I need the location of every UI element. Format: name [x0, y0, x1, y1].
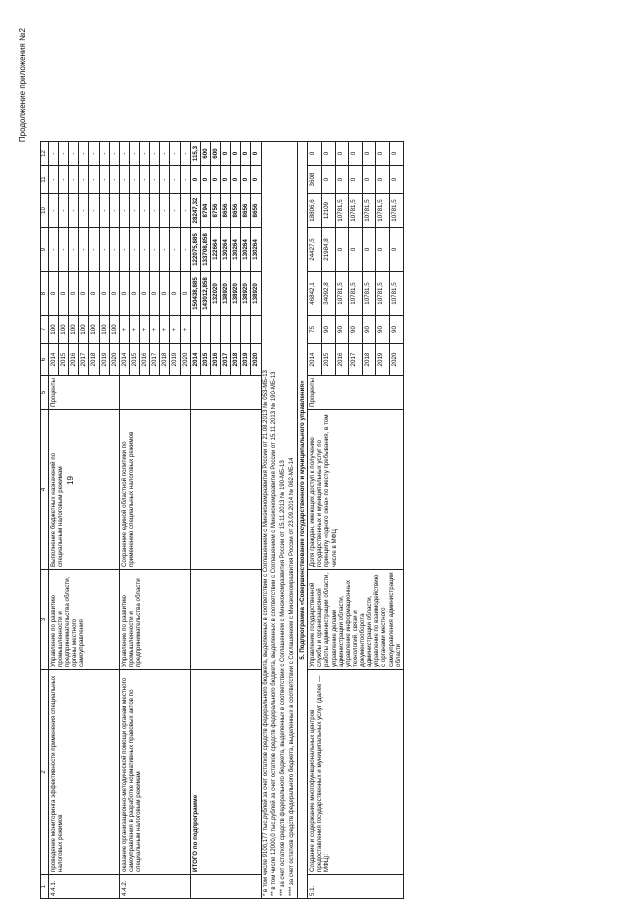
year-cell: 2020 — [109, 344, 119, 376]
item-name: проведение мониторинга эффективности применения специальных налоговых режимов — [48, 670, 119, 875]
federal-funding: - — [59, 228, 69, 272]
total-funding: 0 — [170, 272, 180, 316]
other-funding: 0 — [251, 142, 261, 166]
total-funding: 138920 — [251, 272, 261, 316]
target-value: 90 — [335, 316, 349, 344]
year-cell: 2019 — [376, 344, 390, 376]
total-funding: 138920 — [231, 272, 241, 316]
target-value: 90 — [349, 316, 363, 344]
federal-funding: 133708,858 — [200, 228, 210, 272]
total-funding: 138920 — [241, 272, 251, 316]
federal-funding: - — [79, 228, 89, 272]
regional-funding: 8656 — [221, 194, 231, 228]
column-number: 1 — [41, 875, 49, 899]
federal-funding: 130264 — [251, 228, 261, 272]
regional-funding: 8794 — [200, 194, 210, 228]
column-number: 12 — [41, 142, 49, 166]
federal-funding: 24427,5 — [308, 228, 322, 272]
total-blank — [190, 376, 261, 410]
item-responsible: Управление по развитию промышленности и предпринимательства области — [119, 570, 190, 670]
year-cell: 2018 — [362, 344, 376, 376]
target-value — [251, 316, 261, 344]
other-funding: - — [129, 142, 139, 166]
other-funding: - — [99, 142, 109, 166]
local-funding: - — [160, 166, 170, 194]
target-value: 100 — [69, 316, 79, 344]
total-row — [190, 142, 200, 899]
page-number: 19 — [66, 476, 75, 485]
local-funding: - — [140, 166, 150, 194]
federal-funding: 130264 — [241, 228, 251, 272]
other-funding: - — [89, 142, 99, 166]
federal-funding: - — [119, 228, 129, 272]
federal-funding: - — [140, 228, 150, 272]
footnote: *** за счет остатков средств федерального бюджета, выделенных в соответствии с Соглашением с Минэкономразвития России от 15.11.2013 № 190-МБ-13 — [279, 142, 288, 899]
total-funding: 0 — [180, 272, 190, 316]
year-cell: 2019 — [241, 344, 251, 376]
other-funding: 115,3 — [190, 142, 200, 166]
local-funding: 0 — [241, 166, 251, 194]
target-value — [200, 316, 210, 344]
regional-funding: - — [89, 194, 99, 228]
item-number: 4.4.1. — [48, 875, 119, 899]
target-value: + — [140, 316, 150, 344]
footnote-row — [279, 142, 288, 899]
regional-funding: - — [48, 194, 58, 228]
federal-funding: - — [160, 228, 170, 272]
other-funding: 600 — [200, 142, 210, 166]
footnote-row — [288, 142, 297, 899]
other-funding: 0 — [221, 142, 231, 166]
regional-funding: - — [160, 194, 170, 228]
total-blank — [190, 570, 261, 670]
regional-funding: - — [59, 194, 69, 228]
regional-funding: - — [79, 194, 89, 228]
local-funding: 0 — [210, 166, 220, 194]
regional-funding: 10781,5 — [362, 194, 376, 228]
total-blank — [190, 410, 261, 570]
year-cell: 2014 — [119, 344, 129, 376]
federal-funding: - — [150, 228, 160, 272]
federal-funding: 0 — [376, 228, 390, 272]
total-funding: 0 — [99, 272, 109, 316]
year-cell: 2020 — [390, 344, 404, 376]
total-funding: 143012,858 — [200, 272, 210, 316]
target-value: 100 — [99, 316, 109, 344]
regional-funding: 8656 — [251, 194, 261, 228]
other-funding: 0 — [349, 142, 363, 166]
local-funding: - — [99, 166, 109, 194]
regional-funding: 10781,5 — [390, 194, 404, 228]
target-value: 90 — [362, 316, 376, 344]
federal-funding: - — [180, 228, 190, 272]
federal-funding: 130264 — [221, 228, 231, 272]
other-funding: 0 — [390, 142, 404, 166]
regional-funding: 12109 — [321, 194, 335, 228]
local-funding: - — [170, 166, 180, 194]
total-funding: 0 — [129, 272, 139, 316]
regional-funding: - — [119, 194, 129, 228]
footnote: **** за счет остатков средств федерального бюджета, выделенных в соответствии с Соглашением с Минэкономразвития России от 23.09.2014 № 062-МБ-14 — [288, 142, 297, 899]
target-value: + — [129, 316, 139, 344]
column-number: 8 — [41, 272, 49, 316]
year-cell: 2015 — [200, 344, 210, 376]
total-funding: 10781,5 — [349, 272, 363, 316]
regional-funding: 8656 — [231, 194, 241, 228]
federal-funding: - — [109, 228, 119, 272]
other-funding: 0 — [308, 142, 322, 166]
item-name: оказание организационно-методической помощи органам местного самоуправления в разработке нормативных правовых актов по специальным налоговым режимам — [119, 670, 190, 875]
item-responsible: Управление по развитию промышленности и предпринимательства области, органы местного самоуправления — [48, 570, 119, 670]
federal-funding: 0 — [349, 228, 363, 272]
total-funding: 10781,5 — [376, 272, 390, 316]
target-value: 100 — [89, 316, 99, 344]
local-funding: 0 — [221, 166, 231, 194]
local-funding: - — [109, 166, 119, 194]
total-funding: 0 — [89, 272, 99, 316]
column-number: 10 — [41, 194, 49, 228]
target-value: + — [180, 316, 190, 344]
target-value: 75 — [308, 316, 322, 344]
item-unit: Проценты — [48, 376, 119, 410]
local-funding: 0 — [231, 166, 241, 194]
year-cell: 2020 — [251, 344, 261, 376]
total-funding: 0 — [140, 272, 150, 316]
year-cell: 2014 — [48, 344, 58, 376]
item-unit: Проценты — [308, 376, 404, 410]
column-number: 9 — [41, 228, 49, 272]
local-funding: 0 — [335, 166, 349, 194]
federal-funding: 21984,8 — [321, 228, 335, 272]
item-number: 4.4.2. — [119, 875, 190, 899]
other-funding: 0 — [335, 142, 349, 166]
year-cell: 2017 — [79, 344, 89, 376]
target-value: 90 — [390, 316, 404, 344]
regional-funding: 28247,32 — [190, 194, 200, 228]
federal-funding: - — [69, 228, 79, 272]
other-funding: - — [119, 142, 129, 166]
year-cell: 2019 — [99, 344, 109, 376]
local-funding: - — [69, 166, 79, 194]
total-funding: 0 — [59, 272, 69, 316]
other-funding: 0 — [362, 142, 376, 166]
year-cell: 2020 — [180, 344, 190, 376]
regional-funding: 10781,5 — [335, 194, 349, 228]
target-value: 100 — [79, 316, 89, 344]
local-funding: - — [59, 166, 69, 194]
local-funding: 3608 — [308, 166, 322, 194]
footnote-row — [261, 142, 270, 899]
year-cell: 2017 — [221, 344, 231, 376]
local-funding: 0 — [390, 166, 404, 194]
other-funding: - — [150, 142, 160, 166]
regional-funding: 10781,5 — [376, 194, 390, 228]
total-funding: 0 — [119, 272, 129, 316]
regional-funding: 18806,6 — [308, 194, 322, 228]
year-cell: 2018 — [231, 344, 241, 376]
regional-funding: - — [109, 194, 119, 228]
total-funding: 0 — [109, 272, 119, 316]
local-funding: - — [180, 166, 190, 194]
local-funding: - — [79, 166, 89, 194]
year-cell: 2016 — [140, 344, 150, 376]
item-unit — [119, 376, 190, 410]
regional-funding: 10781,5 — [349, 194, 363, 228]
total-funding: 138920 — [221, 272, 231, 316]
total-label: ИТОГО по подпрограмме — [190, 670, 261, 875]
section-title-row — [298, 142, 308, 899]
item-responsible: Управление государственной службы и организационной работы администрации области, управление делами администрации области, управление информационных технологий, связи и документооборота администрации области, управление по взаимодействию с органами местного самоуправления администрации области — [308, 570, 404, 670]
year-cell: 2016 — [69, 344, 79, 376]
federal-funding: - — [129, 228, 139, 272]
column-number: 11 — [41, 166, 49, 194]
footnote: ** в том числе 12000,0 тыс.рублей за счет остатков средств федерального бюджета, выделенных в соответствии с Соглашением с Минэкономразвития России от 15.11.2013 № 190-МБ-13 — [270, 142, 279, 899]
other-funding: - — [69, 142, 79, 166]
year-cell: 2017 — [349, 344, 363, 376]
target-value: + — [160, 316, 170, 344]
regional-funding: - — [140, 194, 150, 228]
year-cell: 2015 — [321, 344, 335, 376]
total-funding: 10781,5 — [335, 272, 349, 316]
other-funding: 0 — [241, 142, 251, 166]
year-cell: 2015 — [59, 344, 69, 376]
local-funding: 0 — [349, 166, 363, 194]
total-funding: 0 — [160, 272, 170, 316]
column-number: 5 — [41, 376, 49, 410]
federal-funding: 0 — [390, 228, 404, 272]
target-value: 100 — [109, 316, 119, 344]
other-funding: - — [48, 142, 58, 166]
local-funding: - — [129, 166, 139, 194]
other-funding: - — [79, 142, 89, 166]
total-funding: 10781,5 — [390, 272, 404, 316]
other-funding: 0 — [376, 142, 390, 166]
year-cell: 2019 — [170, 344, 180, 376]
local-funding: 0 — [362, 166, 376, 194]
local-funding: 0 — [200, 166, 210, 194]
item-indicator: Выполнение бюджетных назначений по специальным налоговым режимам — [48, 410, 119, 570]
regional-funding: - — [180, 194, 190, 228]
total-funding: 0 — [48, 272, 58, 316]
column-number: 7 — [41, 316, 49, 344]
total-funding: 34092,8 — [321, 272, 335, 316]
regional-funding: - — [170, 194, 180, 228]
regional-funding: - — [150, 194, 160, 228]
target-value — [241, 316, 251, 344]
total-funding: 10781,5 — [362, 272, 376, 316]
other-funding: - — [180, 142, 190, 166]
column-number: 4 — [41, 410, 49, 570]
federal-funding: 122664 — [210, 228, 220, 272]
appendix-caption: Продолжение приложения №2 — [18, 28, 27, 143]
target-value: 90 — [321, 316, 335, 344]
program-table — [40, 141, 404, 899]
year-cell: 2014 — [308, 344, 322, 376]
target-value: 90 — [376, 316, 390, 344]
federal-funding: 0 — [335, 228, 349, 272]
column-number: 6 — [41, 344, 49, 376]
year-cell: 2018 — [89, 344, 99, 376]
item-indicator: Сохранение единой областной политики по применению специальных налоговых режимов — [119, 410, 190, 570]
total-funding: 46842,1 — [308, 272, 322, 316]
local-funding: 0 — [321, 166, 335, 194]
local-funding: - — [48, 166, 58, 194]
column-number: 2 — [41, 670, 49, 875]
other-funding: - — [59, 142, 69, 166]
item-indicator: Доля граждан, имеющих доступ к получению государственных и муниципальных услуг по принципу «одного окна» по месту пребывания, в том числе в МФЦ — [308, 410, 404, 570]
table-row — [119, 142, 129, 899]
target-value — [190, 316, 200, 344]
local-funding: 0 — [251, 166, 261, 194]
target-value — [231, 316, 241, 344]
year-cell: 2015 — [129, 344, 139, 376]
total-funding: 150438,885 — [190, 272, 200, 316]
footnote-row — [270, 142, 279, 899]
table-row — [308, 142, 322, 899]
year-cell: 2018 — [160, 344, 170, 376]
target-value: + — [170, 316, 180, 344]
federal-funding: - — [89, 228, 99, 272]
target-value: + — [150, 316, 160, 344]
federal-funding: 0 — [362, 228, 376, 272]
other-funding: 0 — [321, 142, 335, 166]
total-blank — [190, 875, 261, 899]
other-funding: 0 — [231, 142, 241, 166]
regional-funding: - — [99, 194, 109, 228]
year-cell: 2016 — [335, 344, 349, 376]
other-funding: - — [160, 142, 170, 166]
item-number: 5.1. — [308, 875, 404, 899]
target-value: 100 — [59, 316, 69, 344]
section-title: 5. Подпрограмма «Совершенствование государственного и муниципального управления» — [298, 142, 308, 899]
total-funding: 0 — [150, 272, 160, 316]
column-number-row — [41, 142, 49, 899]
local-funding: 0 — [190, 166, 200, 194]
column-number: 3 — [41, 570, 49, 670]
footnote: * в том числе 9100,177 тыс.рублей за счет остатков средств федерального бюджета, выделенных в соответствии с Соглашением с Минэкономразвития России от 21.08.2013 № 053-МБ-13 — [261, 142, 270, 899]
regional-funding: - — [69, 194, 79, 228]
year-cell: 2014 — [190, 344, 200, 376]
other-funding: 600 — [210, 142, 220, 166]
year-cell: 2017 — [150, 344, 160, 376]
target-value: 100 — [48, 316, 58, 344]
local-funding: - — [89, 166, 99, 194]
total-funding: 0 — [79, 272, 89, 316]
federal-funding: - — [99, 228, 109, 272]
year-cell: 2016 — [210, 344, 220, 376]
regional-funding: - — [129, 194, 139, 228]
local-funding: 0 — [376, 166, 390, 194]
federal-funding: 130264 — [231, 228, 241, 272]
target-value: + — [119, 316, 129, 344]
item-name: Создание и содержание многофункциональных центров предоставления государственных и муниципальных услуг (далее — МФЦ): — [308, 670, 404, 875]
total-funding: 132020 — [210, 272, 220, 316]
other-funding: - — [140, 142, 150, 166]
regional-funding: 8756 — [210, 194, 220, 228]
table-row — [48, 142, 58, 899]
federal-funding: - — [170, 228, 180, 272]
other-funding: - — [109, 142, 119, 166]
regional-funding: 8656 — [241, 194, 251, 228]
federal-funding: 122075,885 — [190, 228, 200, 272]
federal-funding: - — [48, 228, 58, 272]
local-funding: - — [150, 166, 160, 194]
target-value — [221, 316, 231, 344]
total-funding: 0 — [69, 272, 79, 316]
other-funding: - — [170, 142, 180, 166]
local-funding: - — [119, 166, 129, 194]
target-value — [210, 316, 220, 344]
